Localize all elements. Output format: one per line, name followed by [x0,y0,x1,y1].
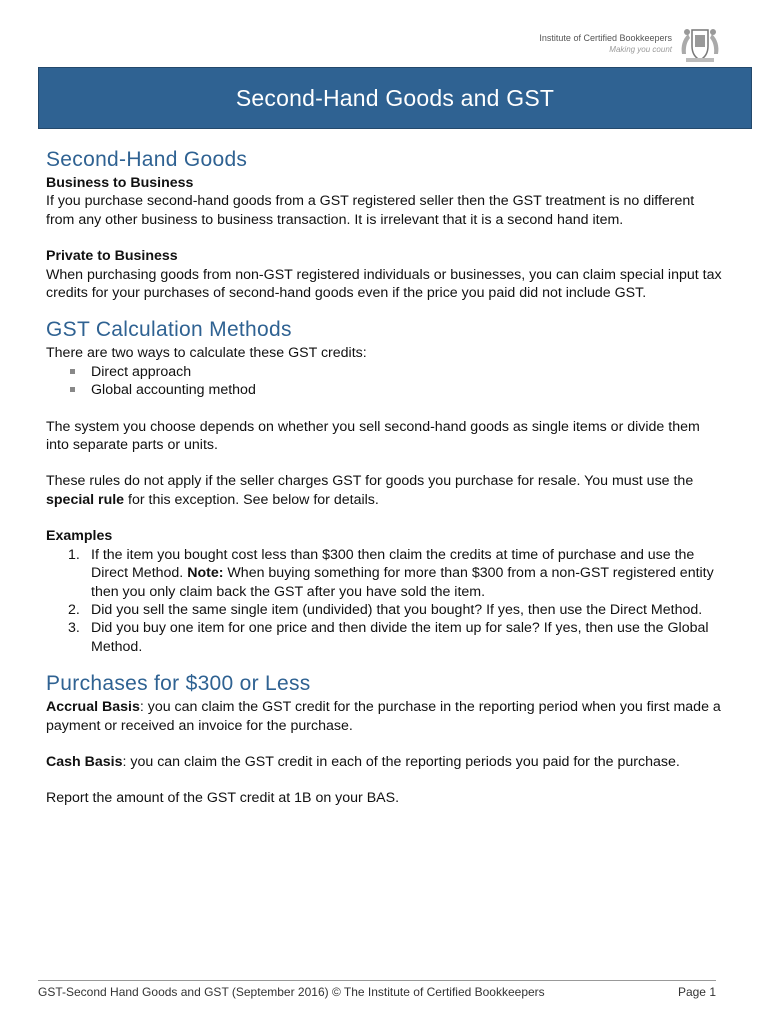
list-number: 1. [68,546,80,563]
example-text-a: Did you buy one item for one price and then divide the item up for sale? If yes, then use the Global Method. [91,620,709,655]
org-name: Institute of Certified Bookkeepers [539,33,672,43]
section-heading-purchases-300: Purchases for $300 or Less [46,672,311,696]
page-number: Page 1 [677,985,716,999]
example-text-b: When buying something for more than $300 from a non-GST registered entity then you only claim back the GST after you have sold the item. [91,565,714,600]
org-tagline: Making you count [609,45,672,54]
list-item: Direct approach [46,363,726,381]
paragraph-methods-intro: There are two ways to calculate these GST credits: [46,345,367,362]
page-footer [38,980,716,999]
page-title: Second-Hand Goods and GST [235,84,555,111]
list-item [46,546,726,601]
example-text-a: Did you sell the same single item (undivided) that you bought? If yes, then use the Direct Method. [91,601,703,618]
examples-list [46,546,726,656]
subheading-examples: Examples [46,528,113,545]
list-item [46,601,726,619]
header-logo [539,24,722,64]
list-number: 2. [68,601,80,618]
accrual-text: : you can claim the GST credit for the purchase in the reporting period when you first made a payment or received an invoice for the purchase. [46,699,721,734]
paragraph-report: Report the amount of the GST credit at 1B on your BAS. [46,790,400,807]
section-heading-second-hand-goods: Second-Hand Goods [46,148,248,171]
paragraph-b2b: If you purchase second-hand goods from a GST registered seller then the GST treatment is no different from any other business to business transaction. It is irrelevant that it is a second hand item. [46,193,695,228]
note-label: Note: [187,565,224,582]
logo-text [539,33,672,55]
subheading-p2b: Private to Business [46,248,178,265]
example-text-a: If the item you bought cost less than $300 then claim the credits at time of purchase and use the Direct Method. [91,546,695,582]
paragraph-system-choice: The system you choose depends on whether you sell second-hand goods as single items or divide them into separate parts or units. [46,418,700,454]
footer-left-text: GST-Second Hand Goods and GST (September 2016) © The Institute of Certified Bookkeepers [38,985,545,999]
special-rule-text: special rule [46,491,125,508]
paragraph-cash [46,753,726,771]
methods-list [46,363,726,400]
section-heading-calculation-methods: GST Calculation Methods [46,318,292,342]
title-banner [38,67,752,129]
paragraph-rules-exception [46,472,726,509]
crest-icon [678,24,722,64]
accrual-label: Accrual Basis [46,699,140,716]
rules-text-a: These rules do not apply if the seller charges GST for goods you purchase for resale. You must use the [46,473,694,490]
subheading-b2b: Business to Business [46,175,194,191]
rules-text-b: for this exception. See below for details. [124,491,379,508]
cash-text: : you can claim the GST credit in each of the reporting periods you paid for the purchase. [122,753,680,770]
list-number: 3. [68,620,80,637]
paragraph-p2b: When purchasing goods from non-GST registered individuals or businesses, you can claim special input tax credits for your purchases of second-hand goods even if the price you paid did not include GST. [46,266,722,302]
list-item: Global accounting method [46,381,726,399]
cash-label: Cash Basis [46,753,123,770]
document-body [46,146,726,808]
list-item [46,619,726,656]
paragraph-accrual [46,698,726,735]
